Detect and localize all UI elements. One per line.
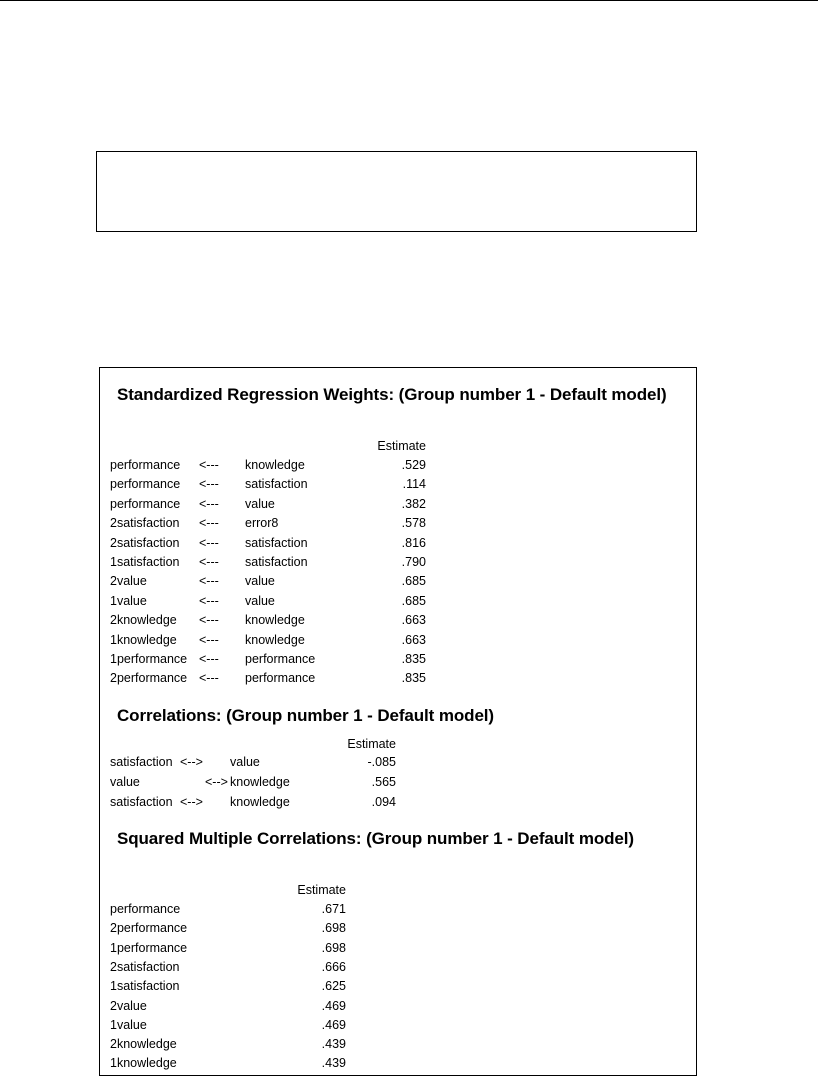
regression-predictor-var: value xyxy=(245,574,275,589)
regression-dependent-var: performance xyxy=(110,477,181,492)
regression-dependent-var: 2knowledge xyxy=(110,613,177,628)
regression-predictor-var: satisfaction xyxy=(245,477,308,492)
smc-estimate: .439 xyxy=(321,1037,346,1052)
regression-dependent-var: 1performance xyxy=(110,652,188,666)
smc-estimate: .625 xyxy=(321,979,346,994)
regression-estimate: .816 xyxy=(401,535,426,550)
smc-variable: 2satisfaction xyxy=(110,959,180,974)
empty-caption-box xyxy=(96,151,697,232)
regression-estimate: .790 xyxy=(401,555,426,569)
regression-estimate: .114 xyxy=(402,477,426,492)
regression-estimate: .663 xyxy=(401,613,426,628)
smc-variable: 1knowledge xyxy=(110,1056,177,1071)
regression-row xyxy=(100,611,696,629)
correlation-estimate: .565 xyxy=(371,775,396,789)
smc-estimate: .698 xyxy=(321,921,346,936)
regression-row xyxy=(100,553,696,571)
regression-row xyxy=(100,669,696,687)
smc-estimate-header: Estimate xyxy=(297,883,346,897)
regression-predictor-var: knowledge xyxy=(245,613,305,628)
regression-predictor-var: performance xyxy=(245,652,316,666)
regression-row xyxy=(100,456,696,474)
regression-dependent-var: 1knowledge xyxy=(110,632,177,647)
regression-estimate: .578 xyxy=(401,516,426,531)
regression-predictor-var: knowledge xyxy=(245,458,305,472)
regression-arrow: <--- xyxy=(199,535,219,550)
regression-arrow: <--- xyxy=(199,671,219,686)
smc-row xyxy=(100,958,696,976)
regression-row xyxy=(100,631,696,649)
correlation-var-a: satisfaction xyxy=(110,795,173,809)
regression-predictor-var: error8 xyxy=(245,516,279,531)
regression-estimate: .685 xyxy=(401,574,426,589)
regression-arrow: <--- xyxy=(199,574,219,589)
regression-arrow: <--- xyxy=(199,477,219,492)
smc-variable: performance xyxy=(110,902,181,916)
regression-estimate: .382 xyxy=(401,496,426,511)
smc-variable: 2value xyxy=(110,998,147,1013)
correlation-row xyxy=(100,773,696,791)
regression-estimate: .835 xyxy=(401,671,426,686)
smc-title: Squared Multiple Correlations: (Group number 1 - Default model) xyxy=(117,829,634,848)
smc-estimate: .666 xyxy=(321,959,346,974)
smc-variable: 1value xyxy=(110,1017,147,1032)
regression-estimate: .685 xyxy=(401,593,426,608)
regression-dependent-var: performance xyxy=(110,496,181,511)
correlation-var-b: knowledge xyxy=(230,795,290,809)
correlation-arrow: <--> xyxy=(205,775,228,789)
regression-dependent-var: 2value xyxy=(110,574,147,589)
smc-variable: 2performance xyxy=(110,921,188,936)
smc-estimate: .698 xyxy=(321,940,346,955)
smc-row xyxy=(100,1035,696,1053)
correlations-estimate-header: Estimate xyxy=(347,737,396,751)
regression-dependent-var: performance xyxy=(110,458,181,472)
smc-estimate: .469 xyxy=(321,998,346,1013)
regression-arrow: <--- xyxy=(199,613,219,628)
regression-row xyxy=(100,475,696,493)
regression-row xyxy=(100,592,696,610)
correlations-title: Correlations: (Group number 1 - Default model) xyxy=(117,706,494,725)
regression-row xyxy=(100,534,696,552)
correlation-var-b: knowledge xyxy=(230,775,290,789)
regression-arrow: <--- xyxy=(199,632,219,647)
smc-estimate: .469 xyxy=(321,1017,346,1032)
regression-predictor-var: satisfaction xyxy=(245,555,308,569)
regression-arrow: <--- xyxy=(199,516,219,531)
regression-dependent-var: 2performance xyxy=(110,671,188,686)
regression-weights-title: Standardized Regression Weights: (Group number 1 - Default model) xyxy=(117,385,667,404)
correlation-arrow: <--> xyxy=(180,795,203,809)
regression-arrow: <--- xyxy=(199,458,219,472)
regression-row xyxy=(100,650,696,668)
regression-predictor-var: value xyxy=(245,593,275,608)
regression-header-row xyxy=(100,437,696,455)
regression-estimate: .835 xyxy=(401,652,426,666)
regression-row xyxy=(100,572,696,590)
smc-row xyxy=(100,1016,696,1034)
regression-predictor-var: value xyxy=(245,496,275,511)
smc-header-row xyxy=(100,881,696,899)
correlation-estimate: -.085 xyxy=(367,755,396,769)
smc-variable: 2knowledge xyxy=(110,1037,177,1052)
regression-dependent-var: 2satisfaction xyxy=(110,516,180,531)
smc-row xyxy=(100,997,696,1015)
correlation-arrow: <--> xyxy=(180,755,203,769)
top-rule xyxy=(0,0,818,1)
regression-arrow: <--- xyxy=(199,652,219,666)
correlation-var-a: value xyxy=(110,775,140,789)
regression-arrow: <--- xyxy=(199,555,219,569)
smc-row xyxy=(100,919,696,937)
correlation-var-a: satisfaction xyxy=(110,755,173,769)
correlations-header-row xyxy=(100,735,696,753)
correlation-estimate: .094 xyxy=(371,795,396,809)
smc-row xyxy=(100,900,696,918)
regression-dependent-var: 1value xyxy=(110,593,147,608)
smc-estimate: .439 xyxy=(321,1056,346,1071)
correlation-var-b: value xyxy=(230,755,260,769)
regression-predictor-var: performance xyxy=(245,671,316,686)
regression-predictor-var: satisfaction xyxy=(245,535,308,550)
regression-row xyxy=(100,495,696,513)
correlation-row xyxy=(100,793,696,811)
smc-row xyxy=(100,977,696,995)
regression-dependent-var: 2satisfaction xyxy=(110,535,180,550)
smc-variable: 1satisfaction xyxy=(110,979,180,994)
smc-row xyxy=(100,939,696,957)
regression-estimate: .663 xyxy=(401,632,426,647)
correlation-row xyxy=(100,753,696,771)
smc-estimate: .671 xyxy=(321,902,346,916)
regression-estimate: .529 xyxy=(401,458,426,472)
regression-arrow: <--- xyxy=(199,496,219,511)
regression-row xyxy=(100,514,696,532)
regression-estimate-header: Estimate xyxy=(377,439,426,453)
regression-arrow: <--- xyxy=(199,593,219,608)
amos-output-panel xyxy=(99,367,697,1076)
regression-dependent-var: 1satisfaction xyxy=(110,555,180,569)
smc-row xyxy=(100,1054,696,1072)
regression-predictor-var: knowledge xyxy=(245,632,305,647)
smc-variable: 1performance xyxy=(110,940,188,955)
